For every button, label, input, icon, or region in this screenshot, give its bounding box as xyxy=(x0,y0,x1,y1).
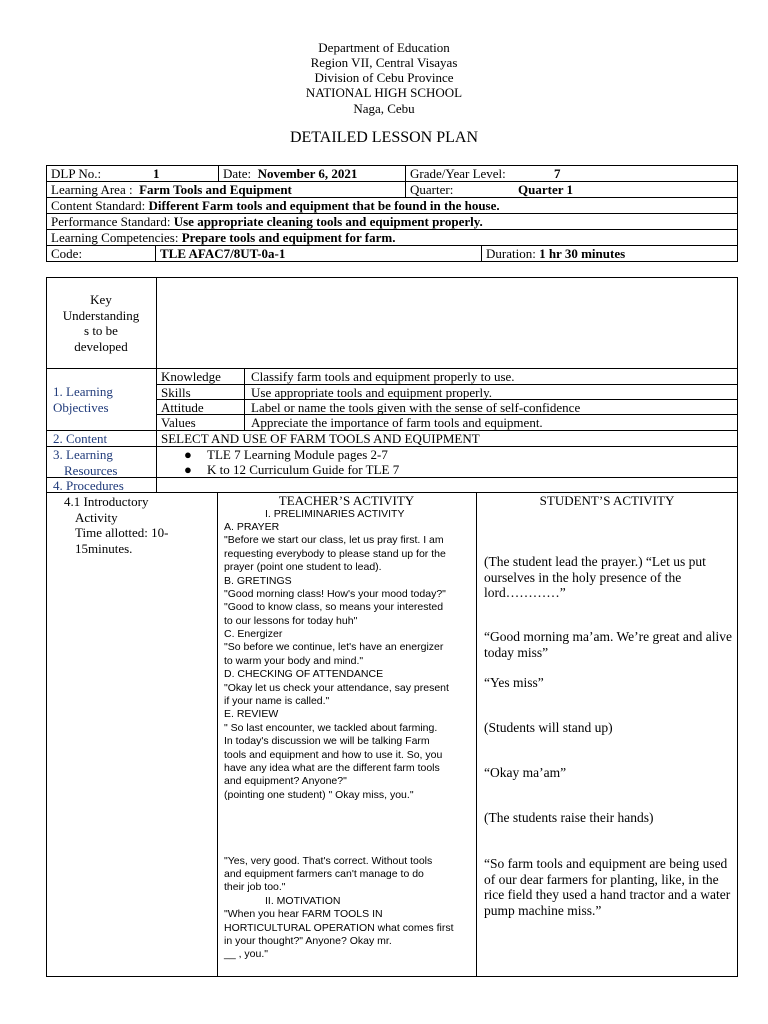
resources-label xyxy=(53,447,143,478)
duration-label: Duration: xyxy=(486,246,536,261)
teacher-line: "Yes, very good. That's correct. Without tools xyxy=(224,855,433,867)
teacher-line: II. MOTIVATION xyxy=(265,895,341,907)
intro-line: 4.1 Introductory xyxy=(64,494,149,509)
student-response: “So farm tools and equipment are being used of our dear farmers for planting, like, in the rice field they used a hand tractor and a water pump machine miss.” xyxy=(484,856,731,918)
column-divider xyxy=(244,368,245,430)
objective-domain: Knowledge xyxy=(161,369,221,384)
code-label: Code: xyxy=(51,246,83,261)
teacher-line: "Good to know class, so means your interested xyxy=(224,601,444,613)
header-school: NATIONAL HIGH SCHOOL xyxy=(305,85,463,100)
header-location: Naga, Cebu xyxy=(353,101,415,116)
performance-standard-label: Performance Standard: xyxy=(51,214,171,229)
objective-text: Appreciate the importance of farm tools and equipment. xyxy=(251,415,543,430)
objective-domain: Attitude xyxy=(161,400,204,415)
quarter-label: Quarter: xyxy=(410,182,454,197)
teacher-line: and equipment? Anyone?" xyxy=(224,775,347,787)
teacher-line: C. Energizer xyxy=(224,628,283,640)
duration-cell xyxy=(481,245,738,262)
resources-label-line: Resources xyxy=(64,462,118,478)
header-region: Region VII, Central Visayas xyxy=(310,55,458,70)
objective-text: Label or name the tools given with the sense of self-confidence xyxy=(251,400,581,415)
student-response: (The student lead the prayer.) “Let us put ourselves in the holy presence of the lord…………” xyxy=(484,554,706,600)
bullet-icon: ● xyxy=(184,447,192,462)
introductory-activity xyxy=(64,494,168,556)
competencies-cell xyxy=(46,229,738,246)
teacher-line: to our lessons for today huh" xyxy=(224,615,358,627)
performance-standard-cell xyxy=(46,213,738,230)
column-divider xyxy=(217,492,218,977)
content-standard-value: Different Farm tools and equipment that be found in the house. xyxy=(148,198,500,213)
column-divider xyxy=(156,277,157,492)
content-standard-label: Content Standard: xyxy=(51,198,146,213)
teacher-line: I. PRELIMINARIES ACTIVITY xyxy=(265,508,405,520)
competencies-label: Learning Competencies: xyxy=(51,230,179,245)
dlp-label: DLP No.: xyxy=(51,166,102,181)
procedures-label: 4. Procedures xyxy=(53,478,124,493)
student-activity-heading: STUDENT’S ACTIVITY xyxy=(539,493,675,508)
teacher-line: E. REVIEW xyxy=(224,708,279,720)
student-response: (Students will stand up) xyxy=(484,720,613,735)
student-response: (The students raise their hands) xyxy=(484,810,654,825)
objectives-label-line: Objectives xyxy=(53,399,109,415)
objective-domain: Skills xyxy=(161,385,191,400)
teacher-line: prayer (point one student to lead). xyxy=(224,561,382,573)
teacher-line: " So last encounter, we tackled about farming. xyxy=(224,722,438,734)
teacher-line: and equipment farmers can't manage to do xyxy=(224,868,424,880)
intro-line: 15minutes. xyxy=(75,540,133,556)
teacher-line: D. CHECKING OF ATTENDANCE xyxy=(224,668,384,680)
intro-line: Activity xyxy=(75,509,118,525)
intro-line: Time allotted: 10- xyxy=(75,525,169,540)
teacher-line: if your name is called." xyxy=(224,695,330,707)
objective-text: Use appropriate tools and equipment properly. xyxy=(251,385,493,400)
code-value: TLE AFAC7/8UT-0a-1 xyxy=(160,246,286,261)
grade-cell xyxy=(405,165,738,182)
teacher-line: to warm your body and mind." xyxy=(224,655,364,667)
dlp-value: 1 xyxy=(153,166,160,181)
quarter-cell xyxy=(405,181,738,198)
header-division: Division of Cebu Province xyxy=(314,70,454,85)
performance-standard-value: Use appropriate cleaning tools and equipment properly. xyxy=(173,214,483,229)
objective-domain: Values xyxy=(161,415,196,430)
content-standard-cell xyxy=(46,197,738,214)
date-label: Date: xyxy=(223,166,252,181)
key-line: Understanding xyxy=(62,307,140,323)
teacher-line: A. PRAYER xyxy=(224,521,280,533)
key-line: developed xyxy=(74,338,128,354)
area-label: Learning Area : xyxy=(51,182,133,197)
teacher-line: have any idea what are the different farm tools xyxy=(224,762,440,774)
content-text: SELECT AND USE OF FARM TOOLS AND EQUIPMENT xyxy=(161,431,480,446)
key-understanding-label xyxy=(46,292,156,354)
teacher-line: "Good morning class! How's your mood today?" xyxy=(224,588,446,600)
date-value: November 6, 2021 xyxy=(257,166,358,181)
dlp-cell xyxy=(46,165,219,182)
teacher-line: __ , you." xyxy=(224,948,269,960)
key-line: Key xyxy=(90,292,112,307)
duration-value: 1 hr 30 minutes xyxy=(539,246,626,261)
teacher-line: B. GRETINGS xyxy=(224,575,292,587)
teacher-line: tools and equipment and how to use it. So, you xyxy=(224,749,443,761)
area-cell xyxy=(46,181,406,198)
content-label: 2. Content xyxy=(53,431,108,446)
code-label-cell xyxy=(46,245,156,262)
page-title: DETAILED LESSON PLAN xyxy=(289,129,479,146)
grade-label: Grade/Year Level: xyxy=(410,166,506,181)
teacher-line: requesting everybody to please stand up for the xyxy=(224,548,446,560)
objective-text: Classify farm tools and equipment properly to use. xyxy=(251,369,515,384)
teacher-activity-heading: TEACHER’S ACTIVITY xyxy=(278,493,415,508)
quarter-value: Quarter 1 xyxy=(518,182,573,197)
header-department: Department of Education xyxy=(318,40,450,55)
student-response: “Good morning ma’am. We’re great and alive today miss” xyxy=(484,629,732,660)
student-response: “Okay ma’am” xyxy=(484,765,567,780)
resources-label-line: 3. Learning xyxy=(53,447,113,462)
objectives-label xyxy=(53,384,113,415)
teacher-line: In today's discussion we will be talking Farm xyxy=(224,735,430,747)
area-value: Farm Tools and Equipment xyxy=(139,182,292,197)
teacher-line: HORTICULTURAL OPERATION what comes first xyxy=(224,922,454,934)
objectives-label-line: 1. Learning xyxy=(53,384,113,399)
teacher-line: "So before we continue, let's have an energizer xyxy=(224,641,444,653)
teacher-line: "When you hear FARM TOOLS IN xyxy=(224,908,383,920)
bullet-icon: ● xyxy=(184,462,192,477)
date-cell xyxy=(218,165,406,182)
resource-item: K to 12 Curriculum Guide for TLE 7 xyxy=(207,462,400,477)
key-line: s to be xyxy=(84,323,118,338)
student-response: “Yes miss” xyxy=(484,675,544,690)
competencies-value: Prepare tools and equipment for farm. xyxy=(181,230,396,245)
teacher-line: their job too." xyxy=(224,881,286,893)
code-value-cell xyxy=(155,245,482,262)
teacher-line: "Okay let us check your attendance, say present xyxy=(224,682,449,694)
teacher-line: in your thought?" Anyone? Okay mr. xyxy=(224,935,392,947)
grade-value: 7 xyxy=(554,166,561,181)
teacher-line: "Before we start our class, let us pray first. I am xyxy=(224,534,444,546)
teacher-line: (pointing one student) " Okay miss, you." xyxy=(224,789,414,801)
resource-item: TLE 7 Learning Module pages 2-7 xyxy=(207,447,388,462)
